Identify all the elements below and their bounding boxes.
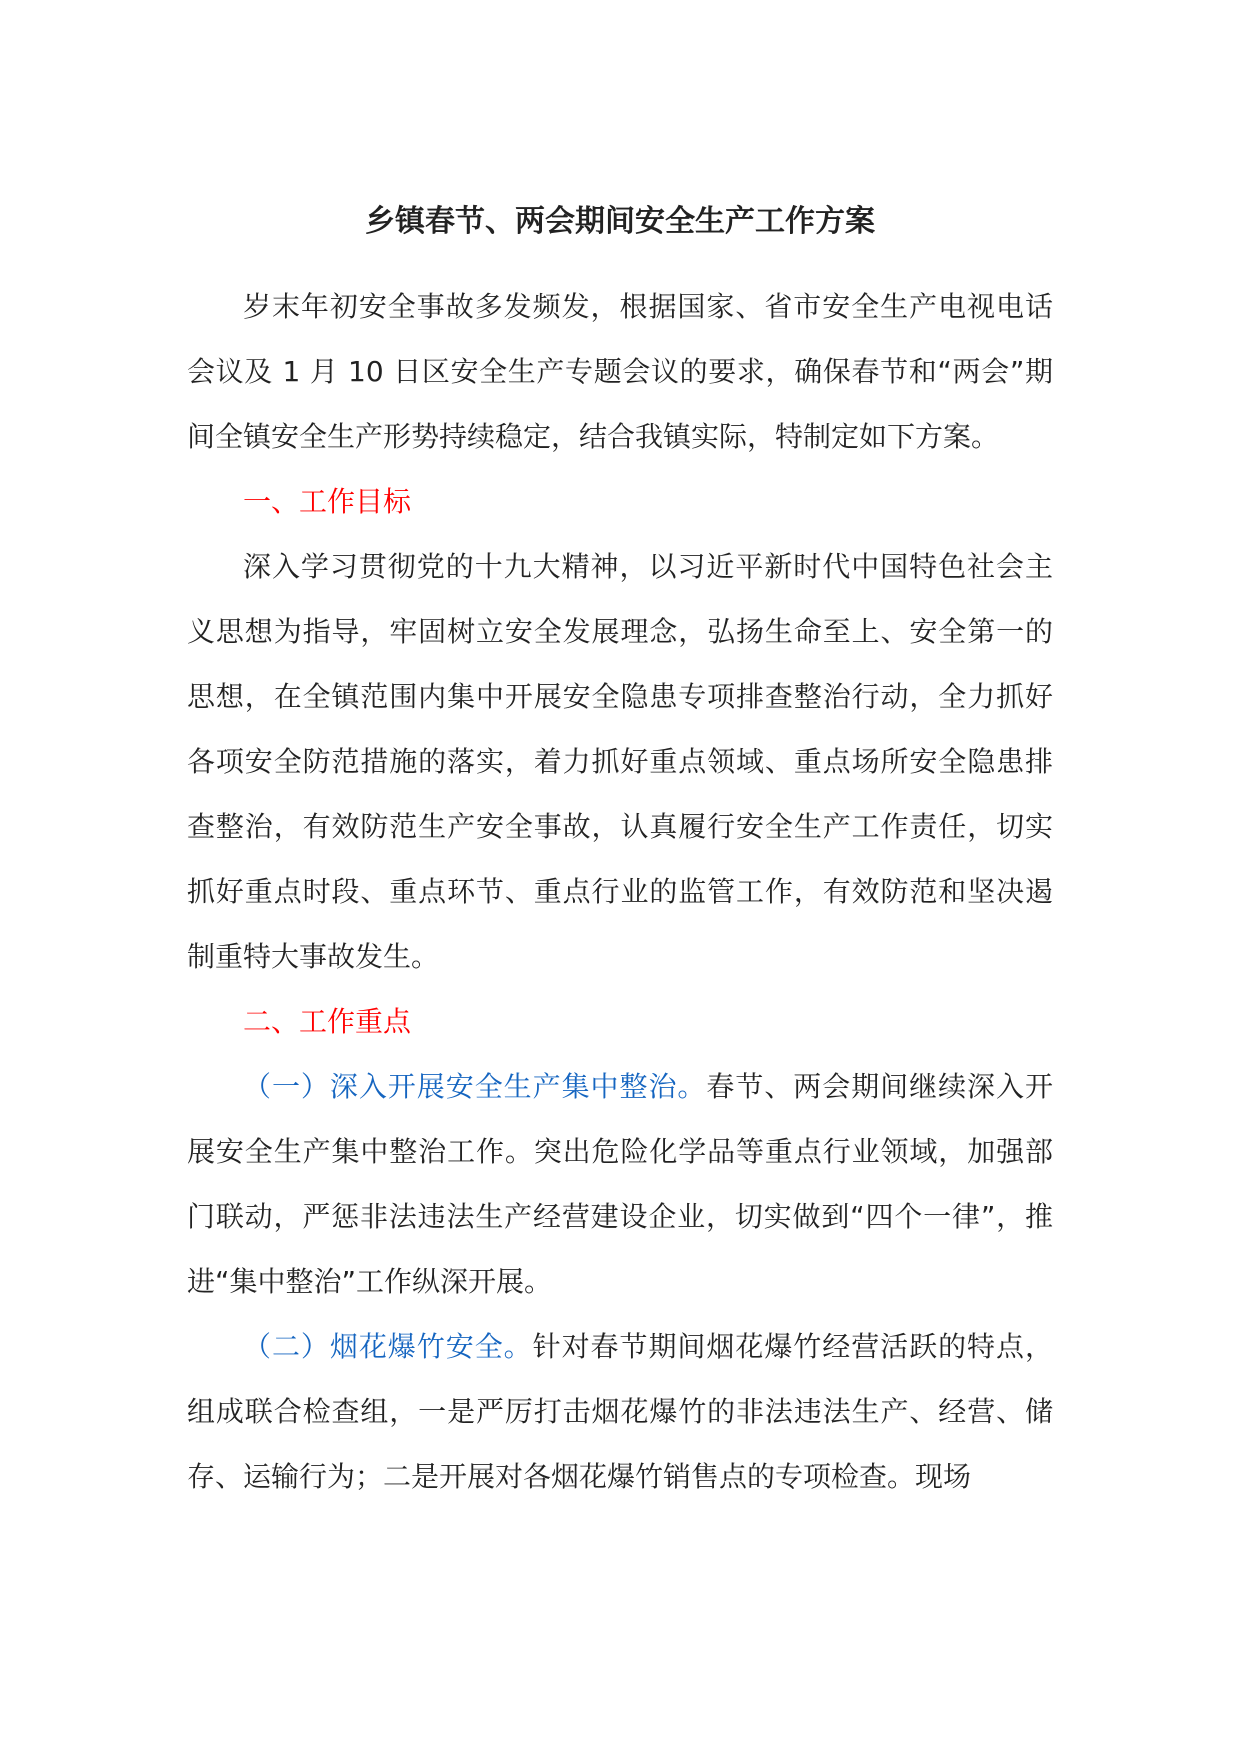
- priority-item-2-text: 针对春节期间烟花爆竹经营活跃的特点，组成联合检查组，一是严厉打击烟花爆竹的非法违法生产、经营、储存、运输行为；二是开展对各烟花爆竹销售点的专项检查。现场: [187, 1330, 1053, 1493]
- section-heading-priorities: 二、工作重点: [243, 1005, 412, 1038]
- priority-item-1-label: （一）深入开展安全生产集中整治。: [243, 1070, 707, 1103]
- document-title: 乡镇春节、两会期间安全生产工作方案: [365, 204, 875, 239]
- priority-item-1-text: 春节、两会期间继续深入开展安全生产集中整治工作。突出危险化学品等重点行业领域，加强部门联动，严惩非法违法生产经营建设企业，切实做到“四个一律”，推进“集中整治”工作纵深开展。: [187, 1070, 1053, 1298]
- priority-item-1: [187, 1054, 1053, 1314]
- priority-item-2-label: （二）烟花爆竹安全。: [243, 1330, 533, 1363]
- section-heading-goals: 一、工作目标: [243, 485, 412, 518]
- intro-paragraph: 岁末年初安全事故多发频发，根据国家、省市安全生产电视电话会议及 1 月 10 日区安全生产专题会议的要求，确保春节和“两会”期间全镇安全生产形势持续稳定，结合我镇实际，特制定如下方案。: [187, 290, 1053, 453]
- priority-item-2: [187, 1314, 1053, 1509]
- document-content: [187, 192, 1053, 1509]
- goals-paragraph: 深入学习贯彻党的十九大精神，以习近平新时代中国特色社会主义思想为指导，牢固树立安全发展理念，弘扬生命至上、安全第一的思想，在全镇范围内集中开展安全隐患专项排查整治行动，全力抓好各项安全防范措施的落实，着力抓好重点领域、重点场所安全隐患排查整治，有效防范生产安全事故，认真履行安全生产工作责任，切实抓好重点时段、重点环节、重点行业的监管工作，有效防范和坚决遏制重特大事故发生。: [187, 550, 1053, 973]
